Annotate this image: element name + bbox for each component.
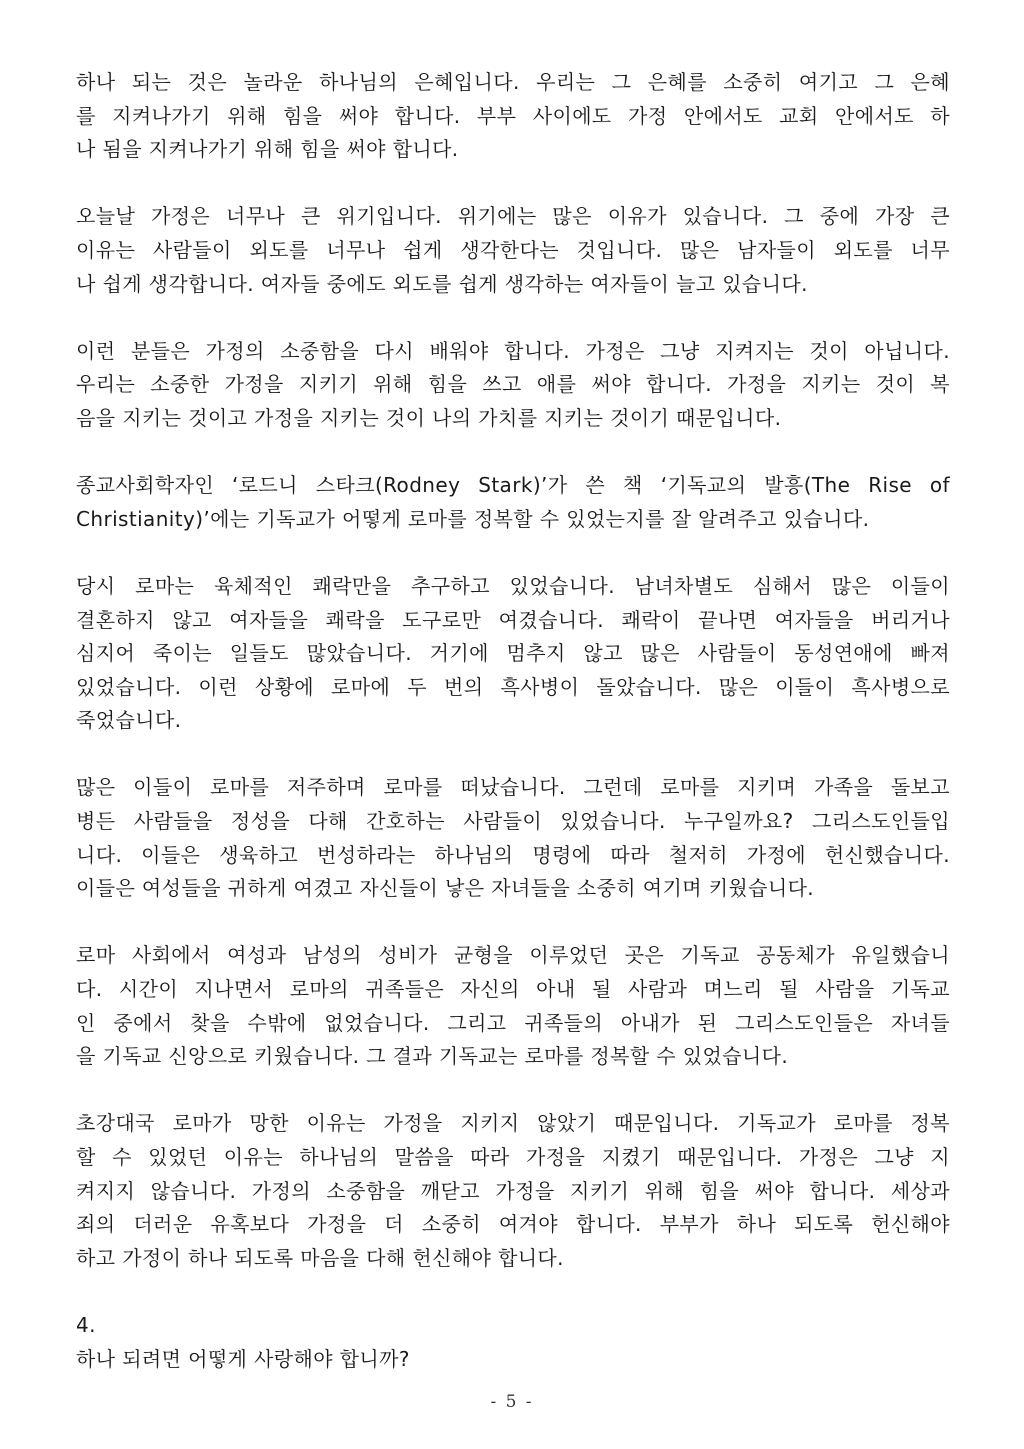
paragraph-line: 니다. 이들은 생육하고 번성하라는 하나님의 명령에 따라 철저히 가정에 헌신했습니다. [76, 842, 950, 867]
paragraph-line: 병든 사람들을 정성을 다해 간호하는 사람들이 있었습니다. 누구일까요? 그리스도인들입 [76, 809, 950, 834]
paragraph-line: 종교사회학자인 ‘로드니 스타크(Rodney Stark)’가 쓴 책 ‘기독교의 발흥(The Rise of [76, 473, 950, 498]
paragraph [76, 570, 950, 738]
paragraph-line: 당시 로마는 육체적인 쾌락만을 추구하고 있었습니다. 남녀차별도 심해서 많은 이들이 [76, 573, 950, 598]
paragraph-line: 다. 시간이 지나면서 로마의 귀족들은 자신의 아내 될 사람과 며느리 될 사람을 기독교 [76, 977, 950, 1002]
paragraph-line: 우리는 소중한 가정을 지키기 위해 힘을 쓰고 애를 써야 합니다. 가정을 지키는 것이 복 [76, 372, 950, 397]
page-number: - 5 - [490, 1392, 534, 1412]
paragraph-line: 인 중에서 찾을 수밖에 없었습니다. 그리고 귀족들의 아내가 된 그리스도인들은 자녀들 [76, 1010, 950, 1035]
paragraph-line: 결혼하지 않고 여자들을 쾌락을 도구로만 여겼습니다. 쾌락이 끝나면 여자들을 버리거나 [76, 607, 950, 632]
paragraph-line: 를 지켜나가기 위해 힘을 써야 합니다. 부부 사이에도 가정 안에서도 교회 안에서도 하 [76, 103, 950, 128]
paragraph-line: 하고 가정이 하나 되도록 마음을 다해 헌신해야 합니다. [76, 1245, 564, 1270]
paragraph-line: 하나 되는 것은 놀라운 하나님의 은혜입니다. 우리는 그 은혜를 소중히 여기고 그 은혜 [76, 70, 950, 94]
paragraph-line: 음을 지키는 것이고 가정을 지키는 것이 나의 가치를 지키는 것이기 때문입니다. [76, 405, 782, 430]
paragraph-line: 있었습니다. 이런 상황에 로마에 두 번의 흑사병이 돌았습니다. 많은 이들이 흑사병으로 [76, 674, 950, 699]
paragraph [76, 335, 950, 436]
paragraph-line: 나 됨을 지켜나가기 위해 힘을 써야 합니다. [76, 137, 459, 162]
paragraph [76, 469, 950, 536]
paragraph-line: 죽었습니다. [76, 708, 182, 733]
paragraph [76, 939, 950, 1073]
paragraph-line: 죄의 더러운 유혹보다 가정을 더 소중히 여겨야 합니다. 부부가 하나 되도록 헌신해야 [76, 1212, 950, 1237]
paragraph-line: 나 쉽게 생각합니다. 여자들 중에도 외도를 쉽게 생각하는 여자들이 늘고 있습니다. [76, 271, 808, 296]
paragraph [76, 200, 950, 301]
paragraph-line: 이유는 사람들이 외도를 너무나 쉽게 생각한다는 것입니다. 많은 남자들이 외도를 너무 [76, 237, 950, 262]
paragraph-list [76, 66, 950, 1275]
paragraph-line: 초강대국 로마가 망한 이유는 가정을 지키지 않았기 때문입니다. 기독교가 로마를 정복 [76, 1111, 950, 1136]
paragraph-line: 심지어 죽이는 일들도 많았습니다. 거기에 멈추지 않고 많은 사람들이 동성연애에 빠져 [76, 641, 950, 666]
paragraph [76, 66, 950, 167]
paragraph-line: 할 수 있었던 이유는 하나님의 말씀을 따라 가정을 지켰기 때문입니다. 가정은 그냥 지 [76, 1145, 950, 1169]
paragraph-line: 을 기독교 신앙으로 키웠습니다. 그 결과 기독교는 로마를 정복할 수 있었습니다. [76, 1044, 789, 1069]
paragraph-line: 켜지지 않습니다. 가정의 소중함을 깨닫고 가정을 지키기 위해 힘을 써야 합니다. 세상과 [76, 1178, 950, 1203]
section-number: 4. [76, 1312, 96, 1337]
paragraph-line: 오늘날 가정은 너무나 큰 위기입니다. 위기에는 많은 이유가 있습니다. 그 중에 가장 큰 [76, 204, 950, 229]
section-heading [76, 1309, 950, 1376]
paragraph-line: 로마 사회에서 여성과 남성의 성비가 균형을 이루었던 곳은 기독교 공동체가 유일했습니 [76, 943, 950, 968]
document-body [76, 66, 950, 1376]
paragraph-line: 이들은 여성들을 귀하게 여겼고 자신들이 낳은 자녀들을 소중히 여기며 키웠습니다. [76, 876, 815, 901]
paragraph-line: Christianity)’에는 기독교가 어떻게 로마를 정복할 수 있었는지를 잘 알려주고 있습니다. [76, 506, 870, 531]
paragraph [76, 1107, 950, 1275]
paragraph-line: 이런 분들은 가정의 소중함을 다시 배워야 합니다. 가정은 그냥 지켜지는 것이 아닙니다. [76, 338, 950, 363]
section-title: 하나 되려면 어떻게 사랑해야 합니까? [76, 1346, 410, 1371]
paragraph [76, 771, 950, 905]
paragraph-line: 많은 이들이 로마를 저주하며 로마를 떠났습니다. 그런데 로마를 지키며 가족을 돌보고 [76, 775, 950, 800]
